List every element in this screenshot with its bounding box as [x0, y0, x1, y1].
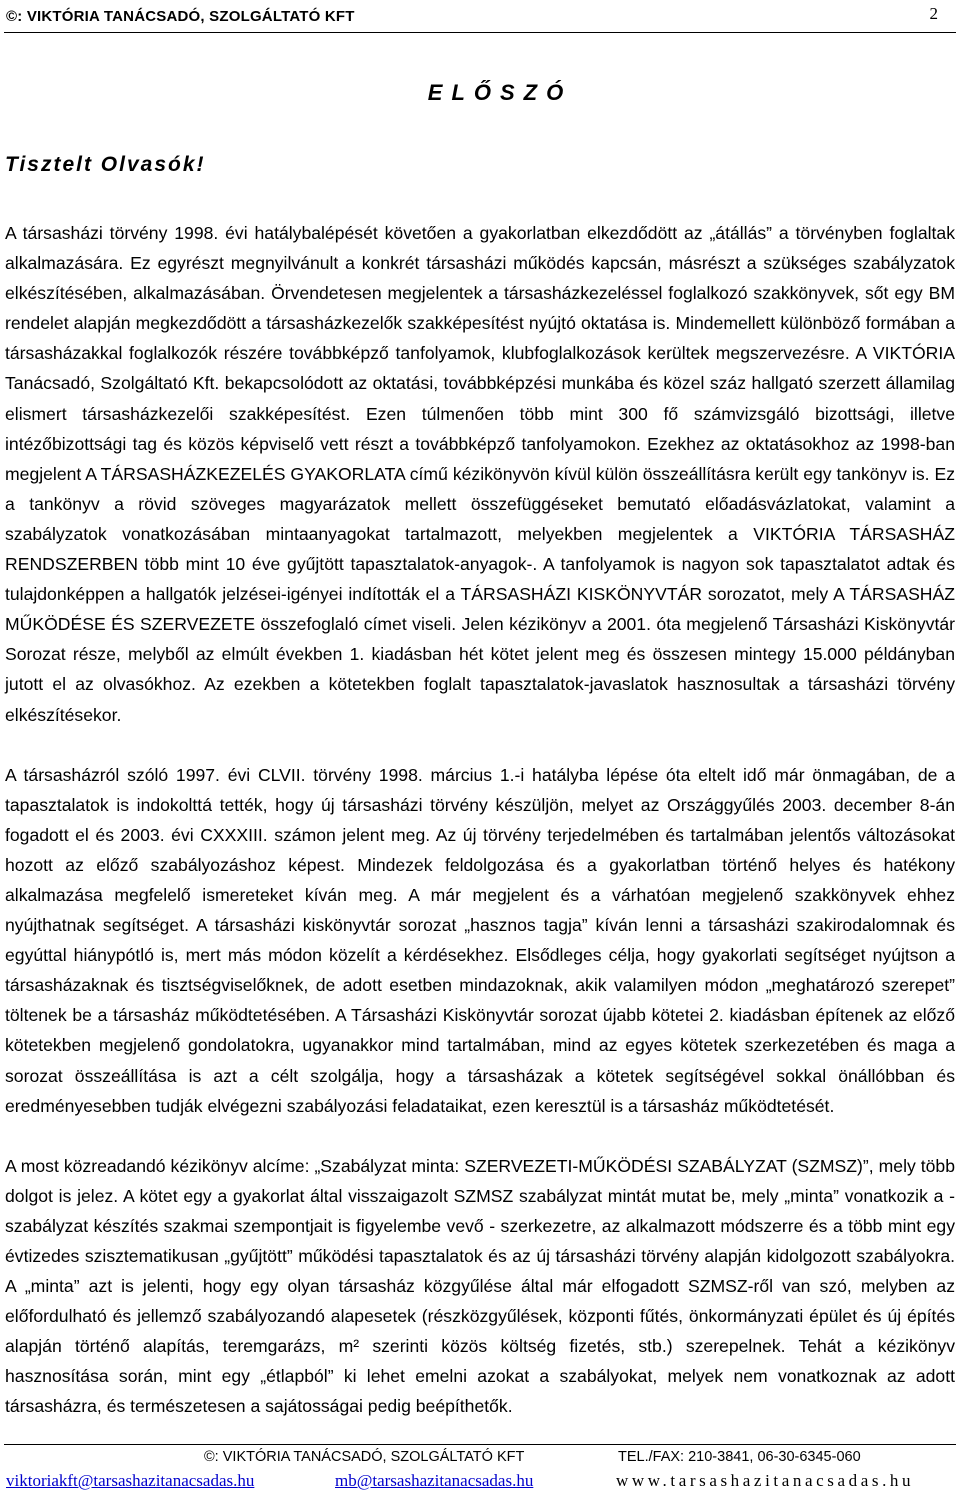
- salutation: Tisztelt Olvasók!: [5, 153, 206, 176]
- footer-website-link[interactable]: www.tarsashazitanacsadas.hu: [616, 1471, 915, 1490]
- footer-divider: [4, 1444, 956, 1445]
- page-number: 2: [929, 4, 938, 23]
- header-divider: [4, 32, 956, 33]
- footer-phone: TEL./FAX: 210-3841, 06-30-6345-060: [618, 1449, 861, 1465]
- document-title: ELŐSZÓ: [427, 80, 573, 105]
- paragraph-2: A társasházról szóló 1997. évi CLVII. törvény 1998. március 1.-i hatályba lépése óta eltelt idő már önmagában, de a tapasztalatok is indokolttá tették, hogy új társasházi törvény készüljön, melyet az Országgyűlés 2003. december 8-án fogadott el és 2003. évi CXXXIII. számon jelent meg. Az új törvény terjedelmében és tartalmában jelentős változásokat hozott az előző szabályozáshoz képest. Mindezek feldolgozása és a gyakorlatban történő helyes és hatékony alkalmazása megfelelő ismereteket kíván meg. A már megjelent és a várhatóan megjelenő szakkönyvek ehhez nyújthatnak segítséget. A társasházi kiskönyvtár sorozat „hasznos tagja” kíván lenni a társasházi szakirodalomnak és egyúttal hiánypótló is, mert más módon közelít a kérdésekhez. Elsődleges célja, hogy gyakorlati segítséget nyújtson a társasházaknak és tisztségviselőknek, de adott esetben mindazoknak, akik valamilyen módon „meghatározó szerepet” töltenek be a társasház működtetésében. A Társasházi Kiskönyvtár sorozat újabb kötetei 2. kiadásban építenek az előző kötetekben megjelenő gondolatokra, ugyanakkor mind tartalmában, mind az egyes kötetek szerkezetében és maga a sorozat összeállítása is azt a célt szolgálja, hogy a társasházak a kötetek segítségével sokkal önállóbban és eredményesebben tudják elvégezni szabályozási feladataikat, ezen keresztül is a társasház működtetését.: [5, 764, 955, 1116]
- document-body: [5, 218, 955, 1422]
- paragraph-3: A most közreadandó kézikönyv alcíme: „Szabályzat minta: SZERVEZETI-MŰKÖDÉSI SZABÁLYZAT (SZMSZ)”, mely több dolgot is jelez. A kötet egy a gyakorlat által visszaigazolt SZMSZ szabályzat mintát mutat be, mely „minta” vonatkozik a - szabályzat készítés szakmai szempontjait is figyelembe vevő - szerkezetre, az alkalmazott módszerre és a több mint egy évtizedes szisztematikusan „gyűjtött” működési tapasztalatok és az új társasházi törvény alapján kidolgozott szabályokra. A „minta” azt is jelenti, hogy egy olyan társasház közgyűlése által már elfogadott SZMSZ-ről van szó, melyben az előfordulható és jellemző szabályozandó alapesetek (részközgyűlések, központi fűtés, önkormányzati épület és új építés alapján történő alapítás, teremgarázs, m² szerinti közös költség fizetés, stb.) szerepelnek. Tehát a kézikönyv hasznosítása során, mint egy „étlapból” ki lehet emelni azokat a szabályokat, melyek nem vonatkoznak az adott társasházra, és természetesen a sajátosságai pedig beépíthetők.: [5, 1155, 955, 1417]
- page-footer: [4, 1444, 956, 1494]
- footer-email-link-2[interactable]: mb@tarsashazitanacsadas.hu: [335, 1471, 534, 1490]
- footer-company: ©: VIKTÓRIA TANÁCSADÓ, SZOLGÁLTATÓ KFT: [204, 1449, 525, 1465]
- page-header: [4, 4, 956, 34]
- paragraph-1: A társasházi törvény 1998. évi hatálybalépését követően a gyakorlatban elkezdődött az „átállás” a törvényben foglaltak alkalmazására. Ez egyrészt megnyilvánult a konkrét társasházi működés kapcsán, másrészt a szükséges szabályzatok elkészítésében, alkalmazásában. Örvendetesen megjelentek a társasházkezeléssel foglalkozó szakkönyvek, sőt egy BM rendelet alapján megkezdődött a társasházkezelők szakképesítést nyújtó oktatása is. Mindemellett különböző formában a társasházakkal foglalkozók részére továbbképző tanfolyamok, klubfoglalkozások kerültek megszervezésre. A VIKTÓRIA Tanácsadó, Szolgáltató Kft. bekapcsolódott az oktatási, továbbképzési munkába és közel száz hallgató szerzett államilag elismert társasházkezelői szakképesítést. Ezen túlmenően több mint 300 fő számvizsgáló bizottsági, illetve intézőbizottsági tag és közös képviselő vett részt a továbbképző tanfolyamokon. Ezekhez az oktatásokhoz az 1998-ban megjelent A TÁRSASHÁZKEZELÉS GYAKORLATA című kézikönyvön kívül külön összeállításra került egy tankönyv is. Ez a tankönyv a rövid szöveges magyarázatok mellett összefüggéseket bemutató előadásvázlatokat, valamint a szabályzatok vonatkozásában mintaanyagokat tartalmazott, melyekben megjelentek a VIKTÓRIA TÁRSASHÁZ RENDSZERBEN több mint 10 éve gyűjtött tapasztalatok-anyagok-. A tanfolyamok is nagyon sok tapasztalatot adtak és tulajdonképpen a hallgatók jelzései-igényei indították el a TÁRSASHÁZI KISKÖNYVTÁR sorozatot, mely A TÁRSASHÁZ MŰKÖDÉSE ÉS SZERVEZETE összefoglaló címet viseli. Jelen kézikönyv a 2001. óta megjelenő Társasházi Kiskönyvtár Sorozat része, melyből az elmúlt években 1. kiadásban hét kötet jelent meg és összesen mintegy 15.000 példányban jutott el az olvasókhoz. Az ezekben a kötetekben foglalt tapasztalatok-javaslatok hasznosultak a társasházi törvény elkészítésekor.: [5, 223, 955, 725]
- header-company: ©: VIKTÓRIA TANÁCSADÓ, SZOLGÁLTATÓ KFT: [6, 8, 355, 25]
- footer-email-link-1[interactable]: viktoriakft@tarsashazitanacsadas.hu: [6, 1471, 255, 1490]
